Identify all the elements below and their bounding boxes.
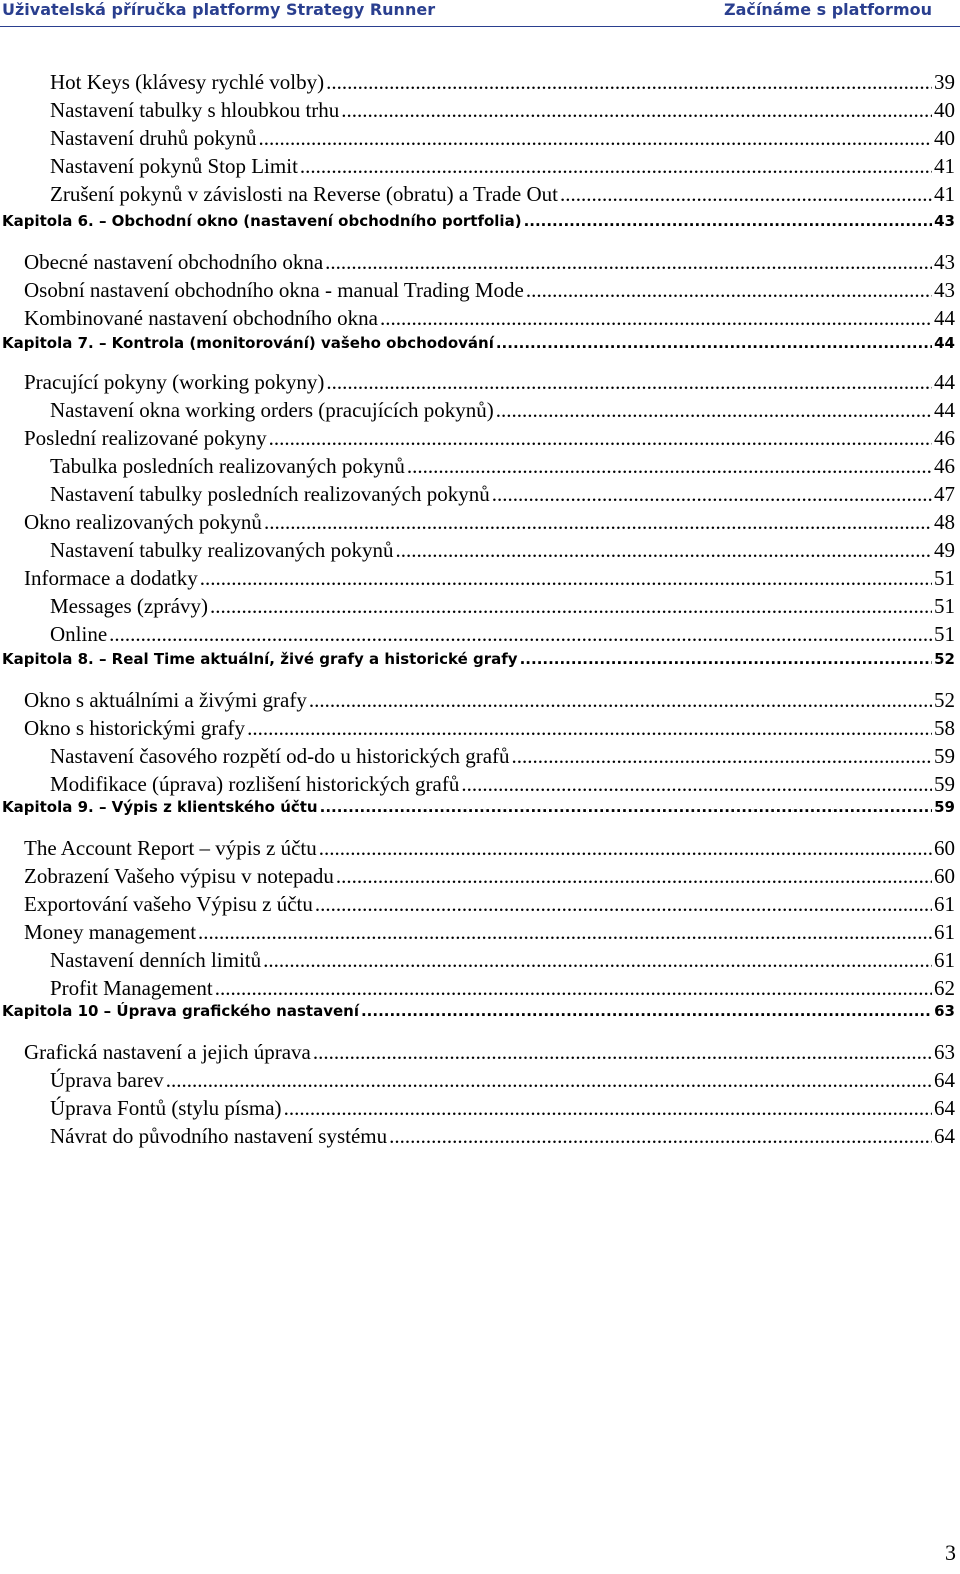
toc-entry[interactable]: Nastavení tabulky realizovaných pokynů ..... 49 [50, 538, 955, 563]
toc-entry[interactable]: Osobní nastavení obchodního okna - manual Trading Mode ..... 43 [24, 278, 955, 303]
toc-entry[interactable]: Zrušení pokynů v závislosti na Reverse (obratu) a Trade Out ..... 41 [50, 182, 955, 207]
toc-entry[interactable]: Informace a dodatky ..... 51 [24, 566, 955, 591]
toc-entry[interactable]: Messages (zprávy) ..... 51 [50, 594, 955, 619]
toc-entry[interactable]: Poslední realizované pokyny ..... 46 [24, 426, 955, 451]
page-number: 3 [945, 1540, 956, 1565]
toc-entry[interactable]: Pracující pokyny (working pokyny) ..... 44 [24, 370, 955, 395]
toc-entry[interactable]: Grafická nastavení a jejich úprava ..... 63 [24, 1040, 955, 1065]
toc-entry[interactable]: Exportování vašeho Výpisu z účtu ..... 61 [24, 892, 955, 917]
toc-entry[interactable]: Online ..... 51 [50, 622, 955, 647]
toc-chapter[interactable]: Kapitola 6. – Obchodní okno (nastavení obchodního portfolia) ..... 43 [2, 212, 955, 230]
toc-entry[interactable]: Tabulka posledních realizovaných pokynů ..... 46 [50, 454, 955, 479]
toc-entry[interactable]: Modifikace (úprava) rozlišení historických grafů ..... 59 [50, 772, 955, 797]
toc-entry[interactable]: Money management ..... 61 [24, 920, 955, 945]
toc-entry[interactable]: Úprava Fontů (stylu písma) ..... 64 [50, 1096, 955, 1121]
toc-entry[interactable]: Nastavení časového rozpětí od-do u historických grafů ..... 59 [50, 744, 955, 769]
toc-entry[interactable]: Nastavení pokynů Stop Limit ..... 41 [50, 154, 955, 179]
toc-entry[interactable]: Obecné nastavení obchodního okna ..... 43 [24, 250, 955, 275]
toc-entry[interactable]: Nastavení druhů pokynů ..... 40 [50, 126, 955, 151]
header-title: Uživatelská příručka platformy Strategy Runner [2, 0, 436, 19]
toc-chapter[interactable]: Kapitola 10 – Úprava grafického nastavení ..... 63 [2, 1002, 955, 1020]
toc-entry[interactable]: Hot Keys (klávesy rychlé volby) ..... 39 [50, 70, 955, 95]
toc-chapter[interactable]: Kapitola 8. – Real Time aktuální, živé grafy a historické grafy ..... 52 [2, 650, 955, 668]
toc-entry[interactable]: Nastavení tabulky posledních realizovaných pokynů ..... 47 [50, 482, 955, 507]
toc-entry[interactable]: The Account Report – výpis z účtu ..... 60 [24, 836, 955, 861]
toc-entry[interactable]: Návrat do původního nastavení systému ..... 64 [50, 1124, 955, 1149]
toc-entry[interactable]: Okno s historickými grafy ..... 58 [24, 716, 955, 741]
header-rule [0, 26, 960, 27]
toc-entry[interactable]: Úprava barev ..... 64 [50, 1068, 955, 1093]
toc-entry[interactable]: Okno realizovaných pokynů ..... 48 [24, 510, 955, 535]
toc-entry[interactable]: Nastavení okna working orders (pracujících pokynů) ..... 44 [50, 398, 955, 423]
toc-entry[interactable]: Profit Management ..... 62 [50, 976, 955, 1001]
toc-entry[interactable]: Nastavení denních limitů ..... 61 [50, 948, 955, 973]
toc-chapter[interactable]: Kapitola 9. – Výpis z klientského účtu ..... 59 [2, 798, 955, 816]
toc-chapter[interactable]: Kapitola 7. – Kontrola (monitorování) vašeho obchodování ..... 44 [2, 334, 955, 352]
toc-entry[interactable]: Kombinované nastavení obchodního okna ..... 44 [24, 306, 955, 331]
header-section: Začínáme s platformou [723, 0, 932, 19]
toc-entry[interactable]: Zobrazení Vašeho výpisu v notepadu ..... 60 [24, 864, 955, 889]
toc-entry[interactable]: Okno s aktuálními a živými grafy ..... 52 [24, 688, 955, 713]
toc-entry[interactable]: Nastavení tabulky s hloubkou trhu ..... 40 [50, 98, 955, 123]
